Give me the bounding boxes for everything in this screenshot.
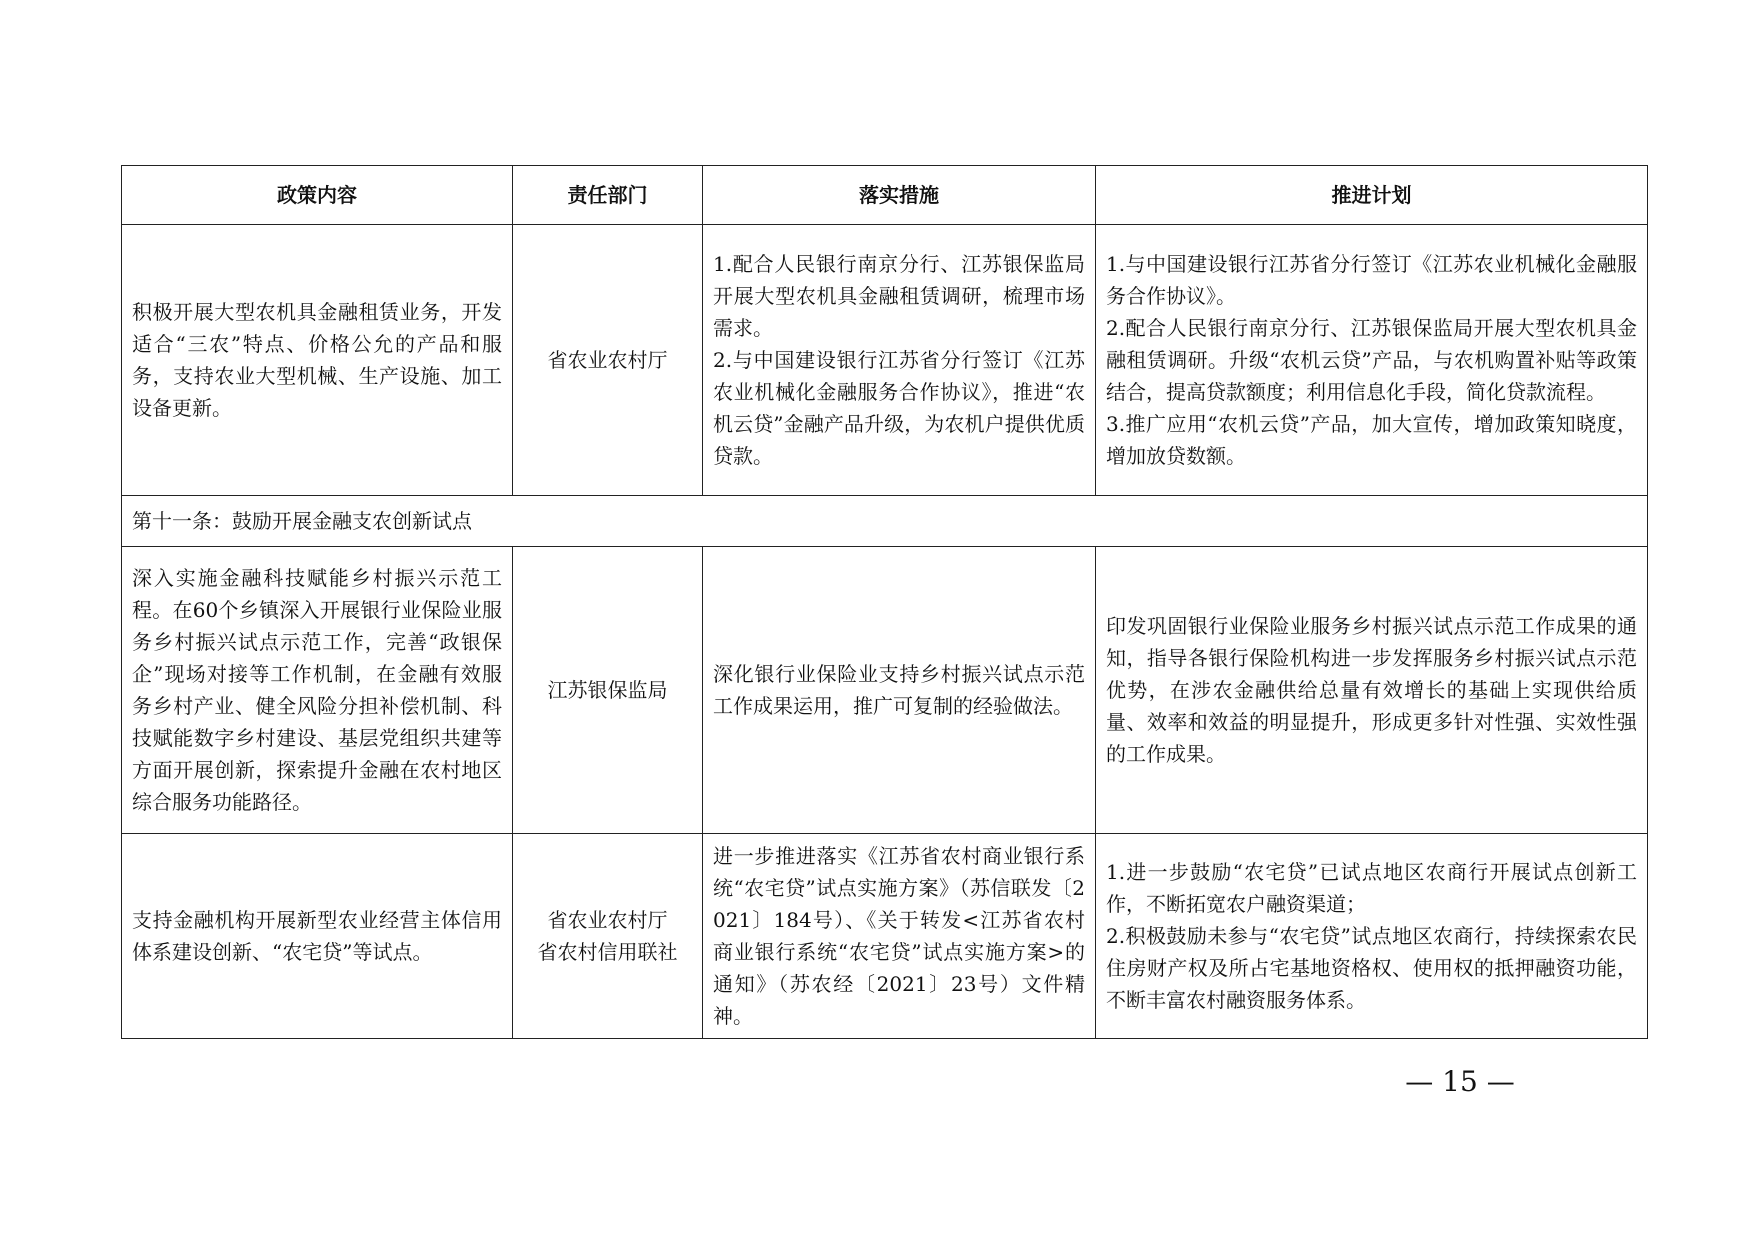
measures-cell: 深化银行业保险业支持乡村振兴试点示范工作成果运用，推广可复制的经验做法。 [703, 547, 1096, 834]
measure-item: 1.配合人民银行南京分行、江苏银保监局开展大型农机具金融租赁调研，梳理市场需求。 [713, 252, 1085, 340]
department-cell: 省农业农村厅 [513, 225, 703, 496]
department-cell [513, 834, 703, 1039]
table-row [122, 834, 1648, 1039]
plan-item: 3.推广应用“农机云贷”产品，加大宣传，增加政策知晓度，增加放贷数额。 [1106, 412, 1637, 468]
measures-cell: 进一步推进落实《江苏省农村商业银行系统“农宅贷”试点实施方案》（苏信联发〔2021〕184号）、《关于转发<江苏省农村商业银行系统“农宅贷”试点实施方案>的通知》（苏农经〔2021〕23号）文件精神。 [703, 834, 1096, 1039]
table-row [122, 225, 1648, 496]
table-row [122, 547, 1648, 834]
department-line: 省农村信用联社 [537, 940, 678, 964]
page-number: — 15 — [1405, 1065, 1515, 1098]
policy-table [121, 165, 1648, 1039]
plan-cell [1096, 834, 1648, 1039]
header-responsible-department: 责任部门 [513, 166, 703, 225]
header-implementation-measures: 落实措施 [703, 166, 1096, 225]
header-policy-content: 政策内容 [122, 166, 513, 225]
policy-content-cell: 支持金融机构开展新型农业经营主体信用体系建设创新、“农宅贷”等试点。 [122, 834, 513, 1039]
plan-item: 2.积极鼓励未参与“农宅贷”试点地区农商行，持续探索农民住房财产权及所占宅基地资格权、使用权的抵押融资功能，不断丰富农村融资服务体系。 [1106, 924, 1637, 1012]
department-cell: 江苏银保监局 [513, 547, 703, 834]
measure-item: 2.与中国建设银行江苏省分行签订《江苏农业机械化金融服务合作协议》，推进“农机云贷”金融产品升级，为农机户提供优质贷款。 [713, 348, 1085, 468]
section-title: 第十一条：鼓励开展金融支农创新试点 [122, 496, 1648, 547]
plan-item: 1.与中国建设银行江苏省分行签订《江苏农业机械化金融服务合作协议》。 [1106, 252, 1637, 308]
plan-item: 1.进一步鼓励“农宅贷”已试点地区农商行开展试点创新工作，不断拓宽农户融资渠道； [1106, 860, 1637, 916]
table-header-row [122, 166, 1648, 225]
measures-cell [703, 225, 1096, 496]
policy-content-cell: 积极开展大型农机具金融租赁业务，开发适合“三农”特点、价格公允的产品和服务，支持农业大型机械、生产设施、加工设备更新。 [122, 225, 513, 496]
plan-cell: 印发巩固银行业保险业服务乡村振兴试点示范工作成果的通知，指导各银行保险机构进一步发挥服务乡村振兴试点示范优势，在涉农金融供给总量有效增长的基础上实现供给质量、效率和效益的明显提升，形成更多针对性强、实效性强的工作成果。 [1096, 547, 1648, 834]
plan-cell [1096, 225, 1648, 496]
header-advancement-plan: 推进计划 [1096, 166, 1648, 225]
policy-table-container [121, 165, 1647, 1039]
section-row [122, 496, 1648, 547]
plan-item: 2.配合人民银行南京分行、江苏银保监局开展大型农机具金融租赁调研。升级“农机云贷”产品，与农机购置补贴等政策结合，提高贷款额度；利用信息化手段，简化贷款流程。 [1106, 316, 1637, 404]
department-line: 省农业农村厅 [547, 908, 668, 932]
policy-content-cell: 深入实施金融科技赋能乡村振兴示范工程。在60个乡镇深入开展银行业保险业服务乡村振兴试点示范工作，完善“政银保企”现场对接等工作机制，在金融有效服务乡村产业、健全风险分担补偿机制、科技赋能数字乡村建设、基层党组织共建等方面开展创新，探索提升金融在农村地区综合服务功能路径。 [122, 547, 513, 834]
